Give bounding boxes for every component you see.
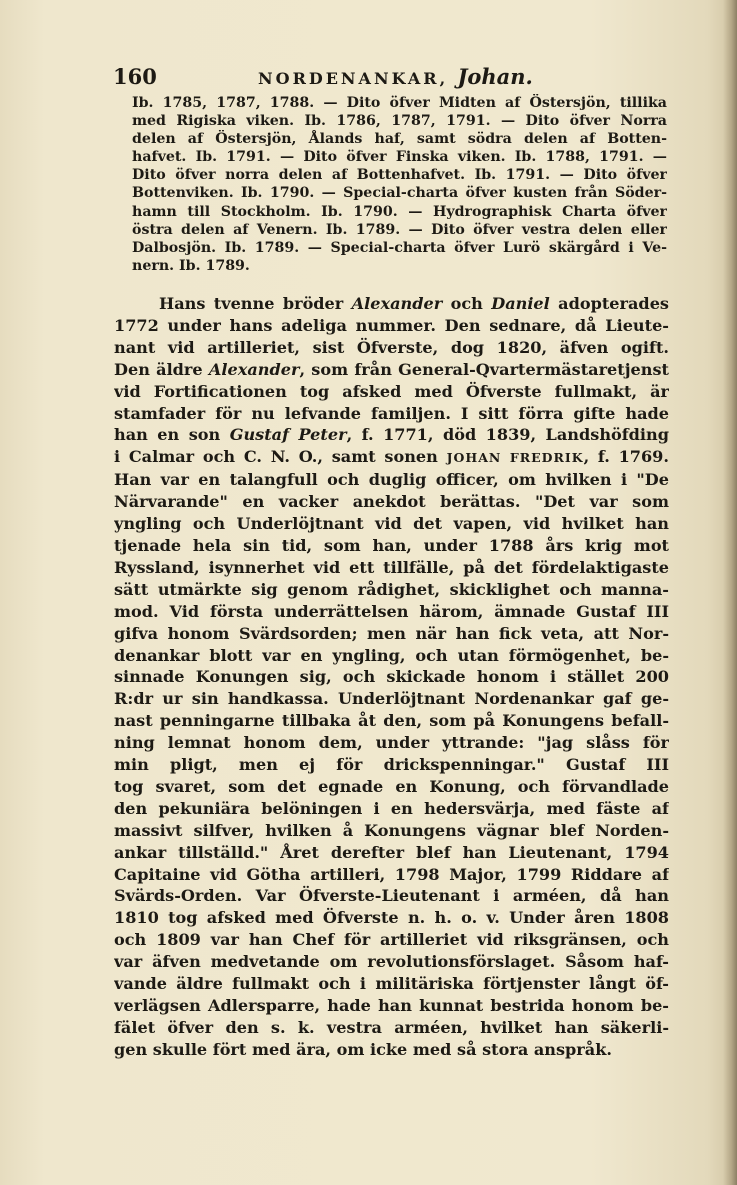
body-text: sätt utmärkte sig genom rådighet, skicklighet och manna-	[114, 579, 669, 599]
body-text: Ryssland, isynnerhet vid ett tillfälle, på det fördelaktigaste	[114, 557, 669, 577]
bibliography-line: hafvet. Ib. 1791. — Dito öfver Finska viken. Ib. 1788, 1791. —	[132, 149, 667, 166]
body-line	[114, 907, 669, 929]
body-text: fälet öfver den s. k. vestra arméen, hvilket han säkerli-	[114, 1017, 669, 1037]
body-line	[114, 491, 669, 513]
body-text: mod. Vid första underrättelsen härom, ämnade Gustaf III	[114, 601, 669, 621]
body-line	[114, 885, 669, 907]
person-name-italic: Gustaf Peter	[229, 425, 347, 445]
body-text: nant vid artilleriet, sist Öfverste, dog 1820, äfven ogift.	[114, 337, 669, 357]
body-line	[114, 446, 669, 469]
body-line	[114, 864, 669, 886]
body-text: vid Fortificationen tog afsked med Öfverste fullmakt, är	[114, 381, 669, 401]
body-text: han en son	[114, 425, 230, 445]
body-paragraph	[114, 293, 669, 1061]
body-text: gifva honom Svärdsorden; men när han fick veta, att Nor-	[114, 623, 669, 643]
body-text: den pekuniära belöningen i en hedersvärja, med fäste af	[114, 798, 669, 818]
body-text: 1772 under hans adeliga nummer. Den sednare, då Lieute-	[114, 315, 669, 335]
body-line	[114, 623, 669, 645]
bibliography-line: hamn till Stockholm. Ib. 1790. — Hydrographisk Charta öfver	[132, 203, 667, 220]
body-line	[114, 1017, 669, 1039]
bibliography-line: med Rigiska viken. Ib. 1786, 1787, 1791. — Dito öfver Norra	[132, 113, 667, 130]
body-text: min pligt, men ej för drickspenningar." Gustaf III	[114, 755, 669, 775]
running-head-surname: NORDENANKAR,	[258, 69, 449, 88]
body-text: sinnade Konungen sig, och skickade honom i stället 200	[114, 667, 669, 687]
body-line	[114, 403, 669, 425]
body-line	[114, 951, 669, 973]
page-edge-shadow	[723, 0, 737, 1185]
body-line	[114, 995, 669, 1017]
body-line	[114, 315, 669, 337]
body-line	[114, 820, 669, 842]
bibliography-line: Bottenviken. Ib. 1790. — Special-charta öfver kusten från Söder-	[132, 185, 667, 202]
bibliography-line: östra delen af Venern. Ib. 1789. — Dito öfver vestra delen eller	[132, 221, 667, 238]
body-line	[114, 732, 669, 754]
body-text: , f. 1771, död 1839, Landshöfding	[346, 425, 669, 445]
body-line	[114, 973, 669, 995]
body-line	[114, 601, 669, 623]
running-head	[258, 64, 533, 89]
body-text: , f. 1769.	[583, 447, 669, 467]
body-line	[114, 424, 669, 446]
body-line	[114, 513, 669, 535]
body-text: , som från General-Qvartermästaretjenst	[299, 359, 669, 379]
body-line	[114, 929, 669, 951]
body-text: Svärds-Orden. Var Öfverste-Lieutenant i arméen, då han	[114, 886, 669, 906]
person-name-italic: Daniel	[491, 294, 550, 313]
page-number: 160	[113, 64, 157, 89]
body-line	[114, 359, 669, 381]
bibliography-line: Dalbosjön. Ib. 1789. — Special-charta öfver Lurö skärgård i Ve-	[132, 239, 667, 256]
body-line	[114, 337, 669, 359]
bibliography-line: delen af Östersjön, Ålands haf, samt södra delen af Botten-	[132, 131, 667, 148]
body-text: R:dr ur sin handkassa. Underlöjtnant Nordenankar gaf ge-	[114, 689, 669, 709]
body-text: yngling och Underlöjtnant vid det vapen, vid hvilket han	[114, 514, 669, 534]
body-line	[114, 798, 669, 820]
body-text: stamfader för nu lefvande familjen. I sitt förra gifte hade	[114, 403, 669, 423]
person-name-italic: Alexander	[351, 294, 443, 313]
body-text: vande äldre fullmakt och i militäriska förtjenster långt öf-	[114, 974, 669, 994]
body-text: Närvarande" en vacker anekdot berättas. "Det var som	[114, 492, 669, 512]
person-name-italic: Alexander	[208, 359, 300, 379]
body-text: denankar blott var en yngling, och utan förmögenhet, be-	[114, 645, 669, 665]
body-line	[114, 381, 669, 403]
bibliography-line: Ib. 1785, 1787, 1788. — Dito öfver Midten af Östersjön, tillika	[132, 95, 667, 111]
body-line	[114, 645, 669, 667]
body-line	[114, 579, 669, 601]
bibliography-line: nern. Ib. 1789.	[132, 257, 250, 274]
body-text: adopterades	[549, 294, 669, 313]
body-line	[114, 535, 669, 557]
body-text: tog svaret, som det egnade en Konung, och förvandlade	[114, 776, 669, 796]
body-text: tjenade hela sin tid, som han, under 1788 års krig mot	[114, 535, 669, 555]
body-line	[114, 754, 669, 776]
body-text: i Calmar och C. N. O., samt sonen	[114, 447, 447, 467]
body-text: och	[442, 294, 492, 313]
body-text: Capitaine vid Götha artilleri, 1798 Major, 1799 Riddare af	[114, 864, 669, 884]
body-line	[114, 557, 669, 579]
person-name-smallcaps: JOHAN FREDRIK	[446, 450, 584, 466]
body-text: och 1809 var han Chef för artilleriet vid riksgränsen, och	[114, 930, 669, 950]
body-text: Den äldre	[114, 359, 209, 379]
body-text: Han var en talangfull och duglig officer, om hvilken i "De	[114, 470, 669, 490]
body-line	[114, 469, 669, 491]
body-line	[114, 842, 669, 864]
body-text: massivt silfver, hvilken å Konungens vägnar blef Norden-	[114, 820, 669, 840]
body-line	[114, 688, 669, 710]
body-line	[114, 710, 669, 732]
page-header	[113, 64, 683, 90]
body-line	[114, 1039, 669, 1061]
body-text: verlägsen Adlersparre, hade han kunnat bestrida honom be-	[114, 996, 669, 1015]
body-text: gen skulle fört med ära, om icke med så stora anspråk.	[114, 1039, 612, 1059]
bibliography-line: Dito öfver norra delen af Bottenhafvet. Ib. 1791. — Dito öfver	[132, 167, 667, 184]
running-head-forename: Johan.	[457, 64, 533, 89]
body-text: ning lemnat honom dem, under yttrande: "jag slåss för	[114, 733, 669, 753]
body-line	[114, 666, 669, 688]
bibliography-paragraph	[132, 94, 667, 275]
body-text: 1810 tog afsked med Öfverste n. h. o. v. Under åren 1808	[114, 908, 669, 928]
body-text: nast penningarne tillbaka åt den, som på Konungens befall-	[114, 711, 669, 731]
body-text: var äfven medvetande om revolutionsförslaget. Såsom haf-	[114, 952, 669, 972]
body-text: ankar tillställd." Året derefter blef han Lieutenant, 1794	[114, 842, 669, 862]
body-line	[114, 776, 669, 798]
body-text: Hans tvenne bröder	[159, 294, 352, 313]
body-line	[114, 293, 669, 315]
